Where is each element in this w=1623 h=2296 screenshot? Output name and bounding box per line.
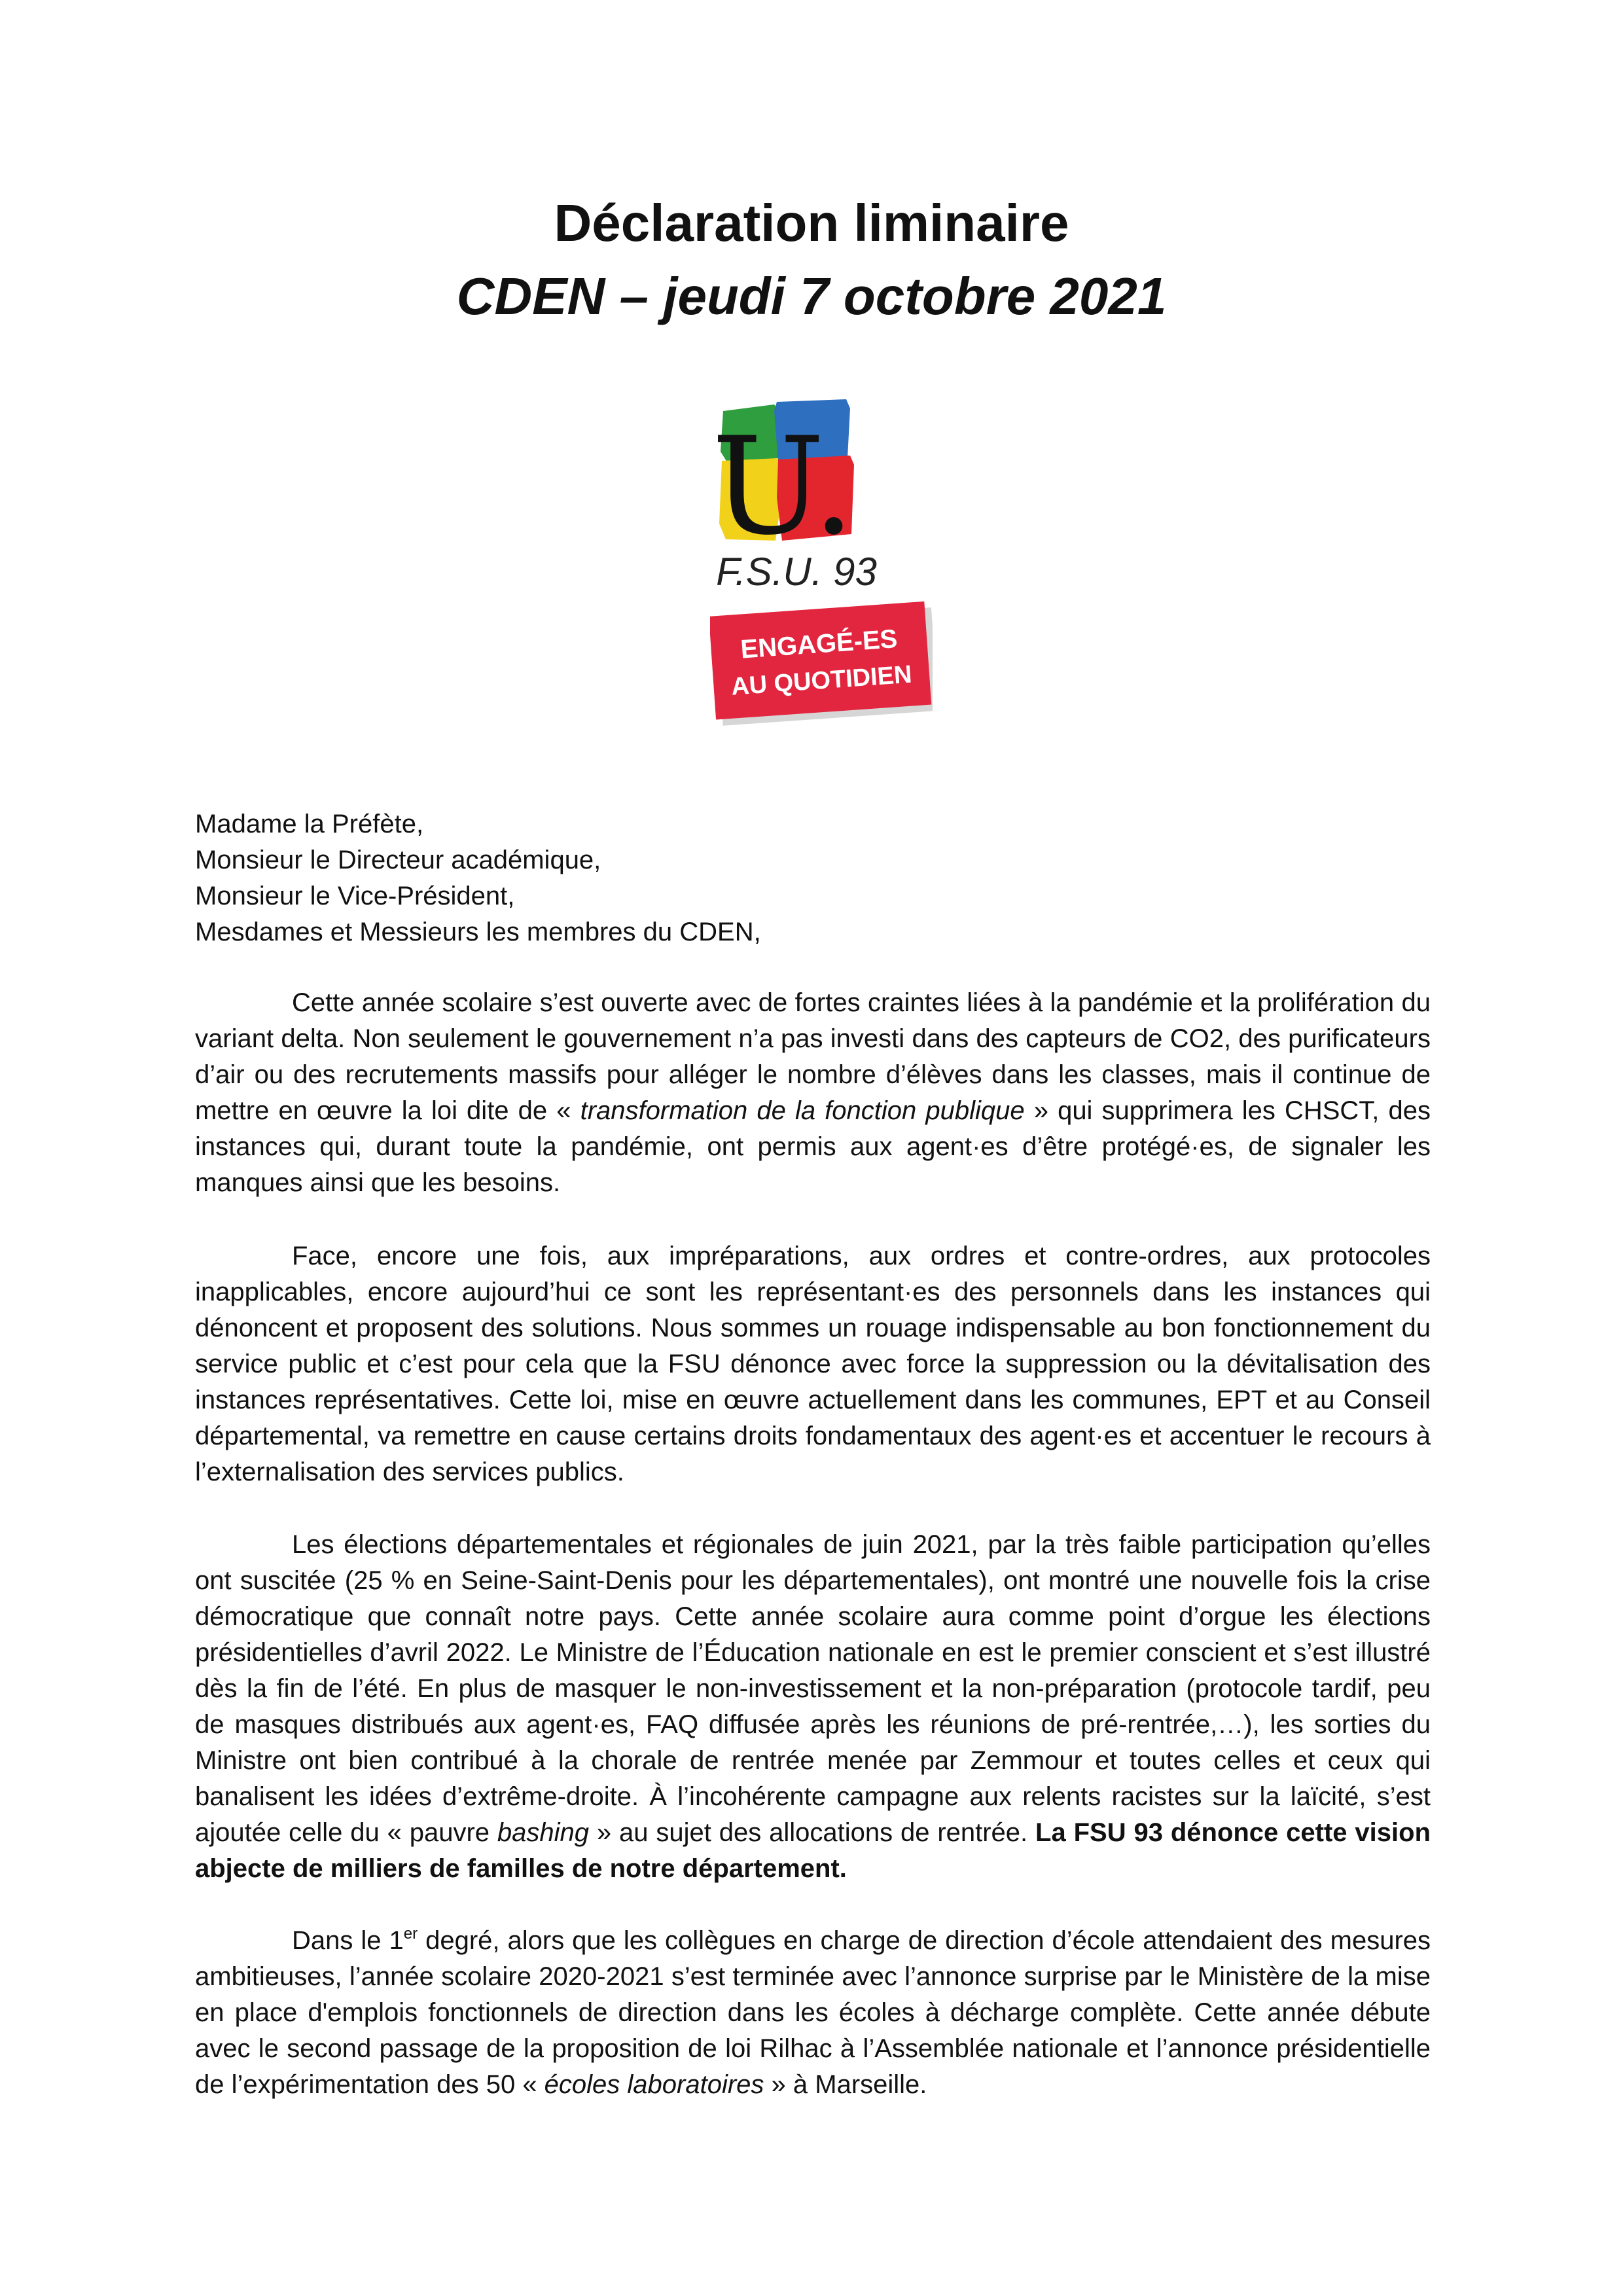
paragraph-3-text-a: Les élections départementales et régionales de juin 2021, par la très faible participation qu’elles ont suscitée (25 % en Seine-Saint-Denis pour les départementales), ont montré une nouvelle fois la crise démocratique que connaît notre pays. Cette année scolaire aura comme point d’orgue les élections présidentielles d’avril 2022. Le Ministre de l’Éducation nationale en est le premier conscient et s’est illustré dès la fin de l’été. En plus de masquer le non-investissement et la non-préparation (protocole tardif, peu de masques distribués aux agent·es, FAQ diffusée après les réunions de pré-rentrée,…), les sorties du Ministre ont bien contribué à la chorale de rentrée menée par Zemmour et toutes celles et ceux qui banalisent les idées d’extrême-droite. À l’incohérente campagne aux relents racistes sur la laïcité, s’est ajoutée celle du « pauvre [195, 1530, 1431, 1847]
logo-letter: U. [711, 409, 855, 565]
paragraph-3-bold: La FSU 93 dénonce cette vision abjecte de milliers de familles de notre département. [195, 1818, 1431, 1883]
logo-slogan-banner [710, 601, 933, 726]
paragraph-4-text-b: degré, alors que les collègues en charge de direction d’école attendaient des mesures ambitieuses, l’année scolaire 2020-2021 s’est terminée avec l’annonce surprise par le Ministère de la mise en place d'emplois fonctionnels de direction dans les écoles à décharge complète. Cette année débute avec le second passage de la proposition de loi Rilhac à l’Assemblée nationale et l’annonce présidentielle de l’expérimentation des 50 « [195, 1926, 1431, 2099]
paragraph-1-italic: transformation de la fonction publique [580, 1096, 1025, 1125]
logo-org-name: F.S.U. 93 [716, 550, 877, 594]
salutation-block [195, 806, 1431, 950]
logo-slogan-line1: ENGAGÉ-ES [740, 624, 899, 664]
logo-slogan-line2: AU QUOTIDIEN [730, 660, 913, 701]
paragraph-4-italic: écoles laboratoires [544, 2070, 764, 2099]
document-subtitle: CDEN – jeudi 7 octobre 2021 [456, 267, 1167, 325]
paragraph-4-text-a: Dans le 1 [292, 1926, 404, 1955]
salutation-line: Madame la Préfète, [195, 810, 424, 838]
paragraph-3-text-c: » au sujet des allocations de rentrée. [589, 1818, 1036, 1847]
paragraph-2: Face, encore une fois, aux impréparations, aux ordres et contre-ordres, aux protocoles inapplicables, encore aujourd’hui ce sont les représentant·es des personnels dans les instances qui dénoncent et proposent des solutions. Nous sommes un rouage indispensable au bon fonctionnement du service public et c’est pour cela que la FSU dénonce avec force la suppression ou la dévitalisation des instances représentatives. Cette loi, mise en œuvre actuellement dans les communes, EPT et au Conseil départemental, va remettre en cause certains droits fondamentaux des agent·es et accentuer le recours à l’externalisation des services publics. [195, 1242, 1431, 1486]
paragraph-4-superscript: er [403, 1925, 418, 1943]
paragraph-4-text-d: » à Marseille. [764, 2070, 927, 2099]
paragraph-1 [195, 985, 1431, 1201]
paragraph-3-italic: bashing [497, 1818, 590, 1847]
fsu93-logo [710, 393, 933, 733]
salutation-line: Monsieur le Vice-Président, [195, 882, 515, 910]
document-title: Déclaration liminaire [554, 194, 1069, 252]
salutation-line: Monsieur le Directeur académique, [195, 846, 601, 874]
paragraph-1-text-a: Cette année scolaire s’est ouverte avec de fortes craintes liées à la pandémie et la prolifération du variant delta. Non seulement le gouvernement n’a pas investi dans des capteurs de CO2, des purificateurs d’air ou des recrutements massifs pour alléger le nombre d’élèves dans les classes, mais il continue de mettre en œuvre la loi dite de « [195, 988, 1431, 1125]
salutation-line: Mesdames et Messieurs les membres du CDEN, [195, 918, 761, 946]
paragraph-4 [195, 1923, 1431, 2103]
paragraph-3 [195, 1527, 1431, 1887]
paragraph-1-text-c: » qui supprimera les CHSCT, des instances qui, durant toute la pandémie, ont permis aux agent·es d’être protégé·es, de signaler les manques ainsi que les besoins. [195, 1096, 1431, 1197]
